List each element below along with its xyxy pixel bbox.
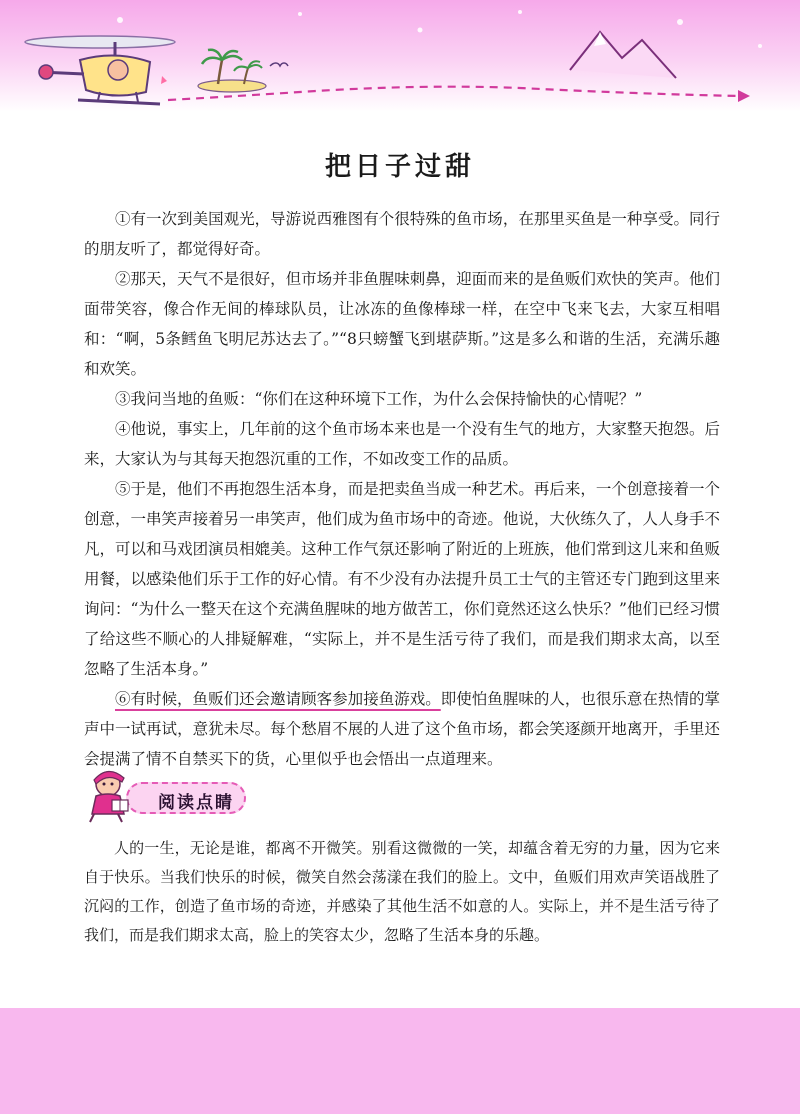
header-decoration [0, 0, 800, 112]
helicopter-illustration [25, 36, 175, 104]
palm-island-illustration [198, 50, 288, 92]
footer-decoration [0, 1008, 800, 1114]
paragraph-4 [84, 414, 720, 474]
underlined-sentence: ⑥有时候，鱼贩们还会邀请顾客参加接鱼游戏。 [115, 690, 441, 708]
paragraph-6-text: 即使怕鱼腥味的人，也很乐意在热情的掌声中一试再试，意犹未尽。每个愁眉不展的人进了这个鱼市场，都会笑逐颜开地离开，手里还会提满了情不自禁买下的货，心里似乎也会悟出一点道理来。 [84, 690, 720, 768]
header-artwork [0, 0, 800, 112]
commentary-paragraph: 人的一生，无论是谁，都离不开微笑。别看这微微的一笑，却蕴含着无穷的力量，因为它来自于快乐。当我们快乐的时候，微笑自然会荡漾在我们的脸上。文中，鱼贩们用欢声笑语战胜了沉闷的工作，创造了鱼市场的奇迹，并感染了其他生活不如意的人。实际上，并不是生活亏待了我们，而是我们期求太高，脸上的笑容太少，忽略了生活本身的乐趣。 [84, 839, 720, 944]
article-body [84, 204, 720, 774]
section-badge [82, 764, 252, 824]
paragraph-3-text: ③我问当地的鱼贩：“你们在这种环境下工作，为什么会保持愉快的心情呢？” [115, 390, 643, 408]
paragraph-3 [84, 384, 720, 414]
paragraph-5 [84, 474, 720, 684]
reader-mascot-icon [82, 764, 152, 824]
paragraph-6 [84, 684, 720, 774]
paragraph-2-text: ②那天，天气不是很好，但市场并非鱼腥味刺鼻，迎面而来的是鱼贩们欢快的笑声。他们面带笑容，像合作无间的棒球队员，让冰冻的鱼像棒球一样，在空中飞来飞去，大家互相唱和：“啊，5条鳕鱼飞明尼苏达去了。”“8只螃蟹飞到堪萨斯。”这是多么和谐的生活，充满乐趣和欢笑。 [84, 270, 720, 378]
paragraph-5-text: ⑤于是，他们不再抱怨生活本身，而是把卖鱼当成一种艺术。再后来，一个创意接着一个创意，一串笑声接着另一串笑声，他们成为鱼市场中的奇迹。他说，大伙练久了，人人身手不凡，可以和马戏团演员相媲美。这种工作气氛还影响了附近的上班族，他们常到这儿来和鱼贩用餐，以感染他们乐于工作的好心情。有不少没有办法提升员工士气的主管还专门跑到这里来询问：“为什么一整天在这个充满鱼腥味的地方做苦工，你们竟然还这么快乐？”他们已经习惯了给这些不顺心的人排疑解难，“实际上，并不是生活亏待了我们，而是我们期求太高，以至忽略了生活本身。” [84, 480, 720, 678]
paragraph-4-text: ④他说，事实上，几年前的这个鱼市场本来也是一个没有生气的地方，大家整天抱怨。后来，大家认为与其每天抱怨沉重的工作，不如改变工作的品质。 [84, 420, 720, 468]
article-title: 把日子过甜 [324, 152, 475, 182]
paragraph-2 [84, 264, 720, 384]
section-label: 阅读点睛 [158, 793, 234, 813]
paragraph-1 [84, 204, 720, 264]
paragraph-1-text: ①有一次到美国观光，导游说西雅图有个很特殊的鱼市场，在那里买鱼是一种享受。同行的朋友听了，都觉得好奇。 [84, 210, 720, 258]
mountain-illustration [570, 32, 676, 78]
